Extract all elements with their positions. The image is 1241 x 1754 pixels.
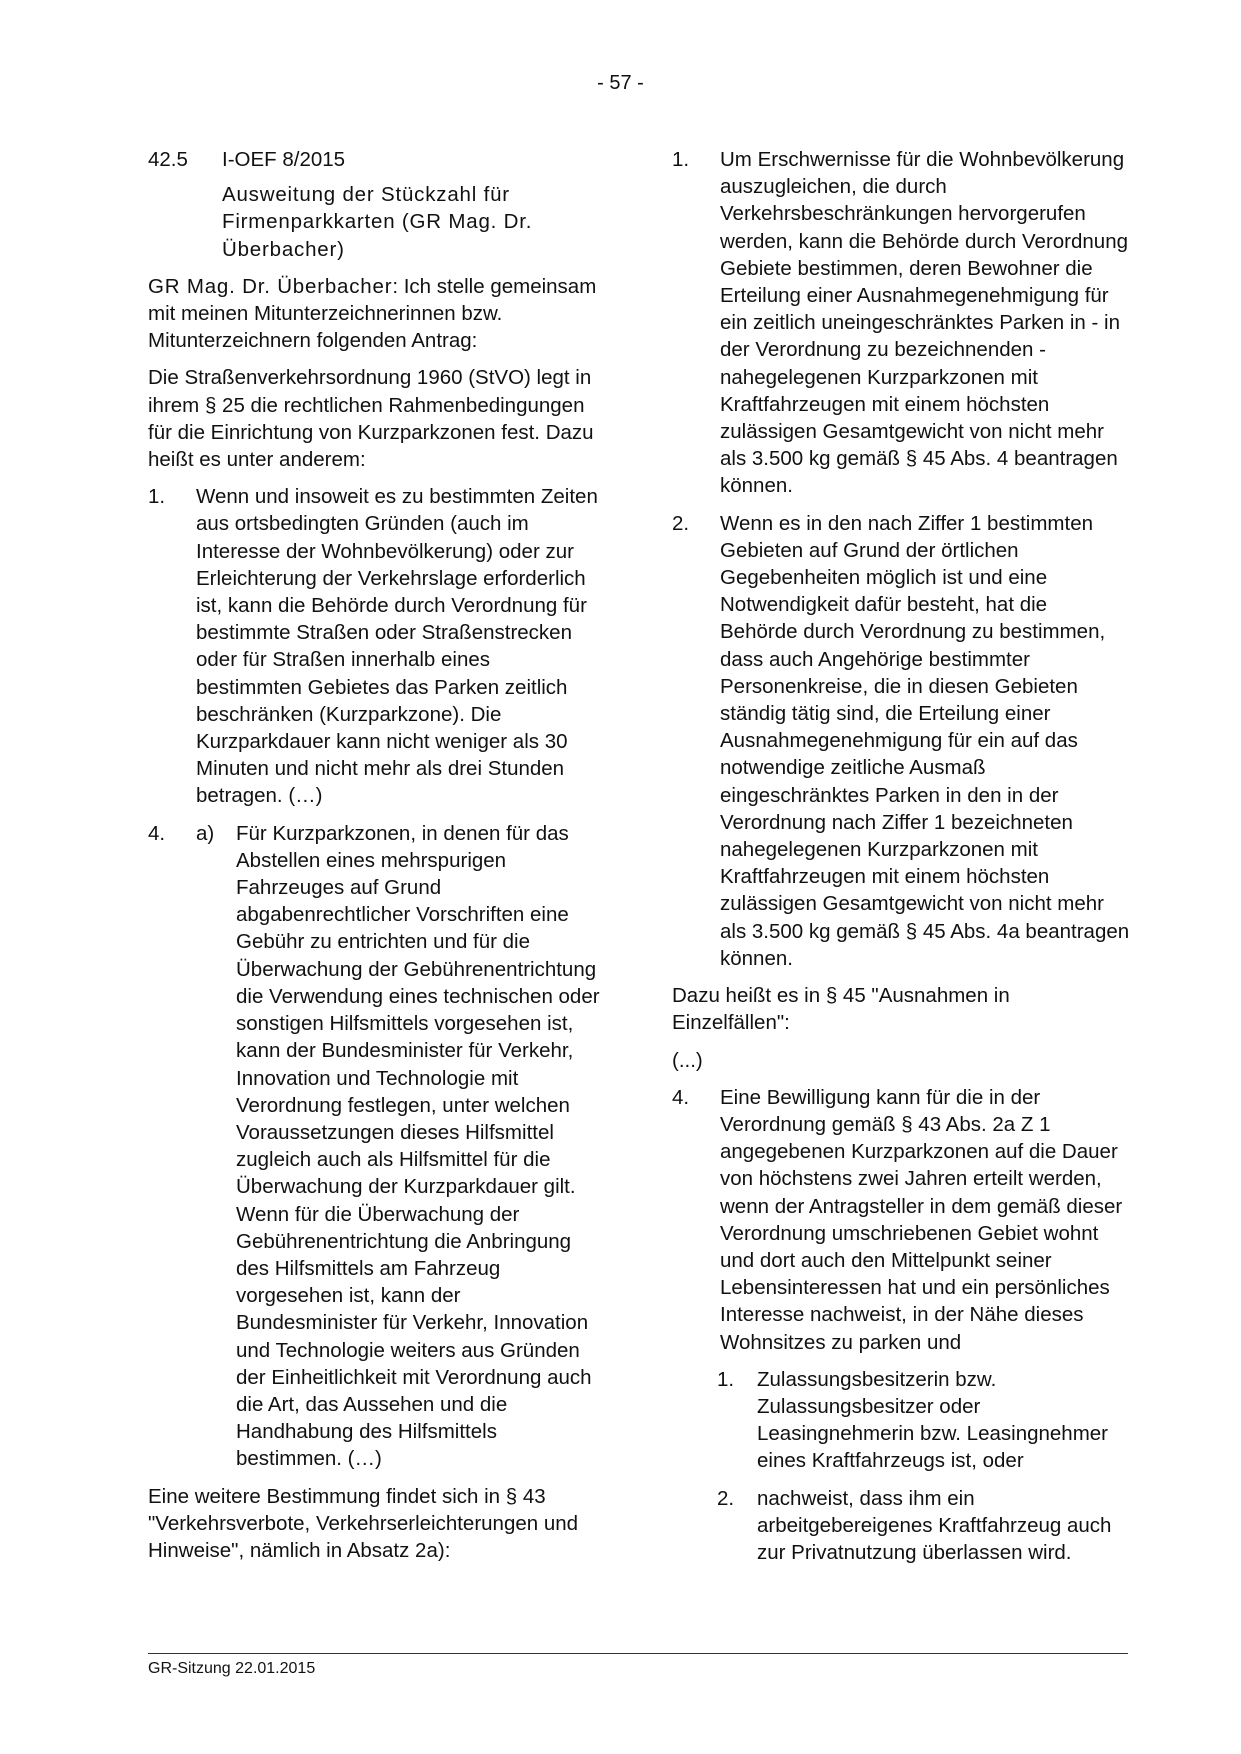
nested-list	[717, 1366, 1130, 1566]
speaker-paragraph	[148, 273, 600, 355]
nested-list-item-text: nachweist, dass ihm ein arbeitgebereigenes Kraftfahrzeug auch zur Privatnutzung überlassen wird.	[757, 1486, 1112, 1564]
footer-session-date: GR-Sitzung 22.01.2015	[148, 1660, 316, 1677]
nested-list-item-number: 1.	[717, 1367, 735, 1391]
speaker-name: GR Mag. Dr. Überbacher	[148, 274, 393, 298]
section45-paragraph: Dazu heißt es in § 45 "Ausnahmen in Einzelfällen":	[672, 984, 1010, 1035]
agenda-item-code: I-OEF 8/2015	[222, 148, 346, 171]
list-item-letter: a)	[196, 821, 215, 845]
right-column	[672, 146, 1130, 1576]
list-item-text: Eine Bewilligung kann für die in der Verordnung gemäß § 43 Abs. 2a Z 1 angegebenen Kurzparkzonen auf die Dauer von höchstens zwei Jahren erteilt werden, wenn der Antragsteller in dem gemäß dieser Verordnung umschriebenen Gebiet wohnt und dort auch den Mittelpunkt seiner Lebensinteressen hat und ein persönliches Interesse nachweist, in der Nähe dieses Wohnsitzes zu parken und	[720, 1085, 1123, 1354]
list-item	[672, 1084, 1130, 1356]
left-column	[148, 146, 600, 1574]
intro-paragraph: Die Straßenverkehrsordnung 1960 (StVO) legt in ihrem § 25 die rechtlichen Rahmenbedingungen für die Einrichtung von Kurzparkzonen fest. Dazu heißt es unter anderem:	[148, 366, 594, 472]
list-item-text: Wenn und insoweit es zu bestimmten Zeiten aus ortsbedingten Gründen (auch im Interesse der Wohnbevölkerung) oder zur Erleichterung der Verkehrslage erforderlich ist, kann die Behörde durch Verordnung für bestimmte Straßen oder Straßenstrecken oder für Straßen innerhalb eines bestimmten Gebietes das Parken zeitlich beschränken (Kurzparkzone). Die Kurzparkdauer kann nicht weniger als 30 Minuten und nicht mehr als drei Stunden betragen. (…)	[196, 485, 598, 808]
agenda-item-number: 42.5	[148, 148, 188, 171]
list-item-number: 4.	[672, 1085, 690, 1109]
list-item	[672, 510, 1130, 972]
nested-list-item	[717, 1366, 1130, 1475]
speaker-text: : Ich stelle gemeinsam mit meinen Mitunterzeichnerinnen bzw. Mitunterzeichnern folgenden Antrag:	[148, 274, 597, 353]
list-item-number: 4.	[148, 821, 166, 845]
list-item-number: 2.	[672, 511, 690, 535]
list-item-number: 1.	[672, 148, 690, 171]
list-item	[148, 820, 600, 1473]
closing-paragraph: Eine weitere Bestimmung findet sich in § 43 "Verkehrsverbote, Verkehrserleichterungen und Hinweise", nämlich in Absatz 2a):	[148, 1484, 579, 1562]
list-item-number: 1.	[148, 485, 166, 509]
agenda-item-subtitle: Ausweitung der Stückzahl für Firmenparkkarten (GR Mag. Dr. Überbacher)	[222, 183, 533, 261]
list-item-text: Um Erschwernisse für die Wohnbevölkerung auszugleichen, die durch Verkehrsbeschränkungen hervorgerufen werden, kann die Behörde durch Verordnung Gebiete bestimmen, deren Bewohner die Erteilung einer Ausnahmegenehmigung für ein zeitlich uneingeschränktes Parken in - in der Verordnung zu bezeichnenden - nahegelegenen Kurzparkzonen mit Kraftfahrzeugen mit einem höchsten zulässigen Gesamtgewicht von nicht mehr als 3.500 kg gemäß § 45 Abs. 4 beantragen können.	[720, 148, 1129, 498]
list-item	[148, 483, 600, 809]
footer-divider	[148, 1653, 1128, 1654]
nested-list-item-number: 2.	[717, 1486, 735, 1510]
list-item-text: Wenn es in den nach Ziffer 1 bestimmten Gebieten auf Grund der örtlichen Gegebenheiten möglich ist und eine Notwendigkeit dafür besteht, hat die Behörde durch Verordnung zu bestimmen, dass auch Angehörige bestimmter Personenkreise, die in diesen Gebieten ständig tätig sind, die Erteilung einer Ausnahmegenehmigung für ein auf das notwendige zeitliche Ausmaß eingeschränktes Parken in den in der Verordnung nach Ziffer 1 bezeichneten nahegelegenen Kurzparkzonen mit Kraftfahrzeugen mit einem höchsten zulässigen Gesamtgewicht von nicht mehr als 3.500 kg gemäß § 45 Abs. 4a beantragen können.	[720, 511, 1130, 970]
page-number: - 57 -	[597, 72, 644, 94]
list-item-text: Für Kurzparkzonen, in denen für das Abstellen eines mehrspurigen Fahrzeuges auf Grund abgabenrechtlicher Vorschriften eine Gebühr zu entrichten und für die Überwachung der Gebührenentrichtung die Verwendung eines technischen oder sonstigen Hilfsmittels vorgesehen ist, kann der Bundesminister für Verkehr, Innovation und Technologie mit Verordnung festlegen, unter welchen Voraussetzungen dieses Hilfsmittel zugleich auch als Hilfsmittel für die Überwachung der Kurzparkdauer gilt. Wenn für die Überwachung der Gebührenentrichtung die Anbringung des Hilfsmittels am Fahrzeug vorgesehen ist, kann der Bundesminister für Verkehr, Innovation und Technologie weiters aus Gründen der Einheitlichkeit mit Verordnung auch die Art, das Aussehen und die Handhabung des Hilfsmittels bestimmen. (…)	[236, 821, 600, 1471]
nested-list-item	[717, 1485, 1130, 1567]
agenda-heading	[148, 146, 600, 173]
list-item	[672, 146, 1130, 500]
nested-list-item-text: Zulassungsbesitzerin bzw. Zulassungsbesitzer oder Leasingnehmerin bzw. Leasingnehmer eines Kraftfahrzeugs ist, oder	[757, 1367, 1109, 1473]
ellipsis-paragraph: (...)	[672, 1048, 703, 1072]
